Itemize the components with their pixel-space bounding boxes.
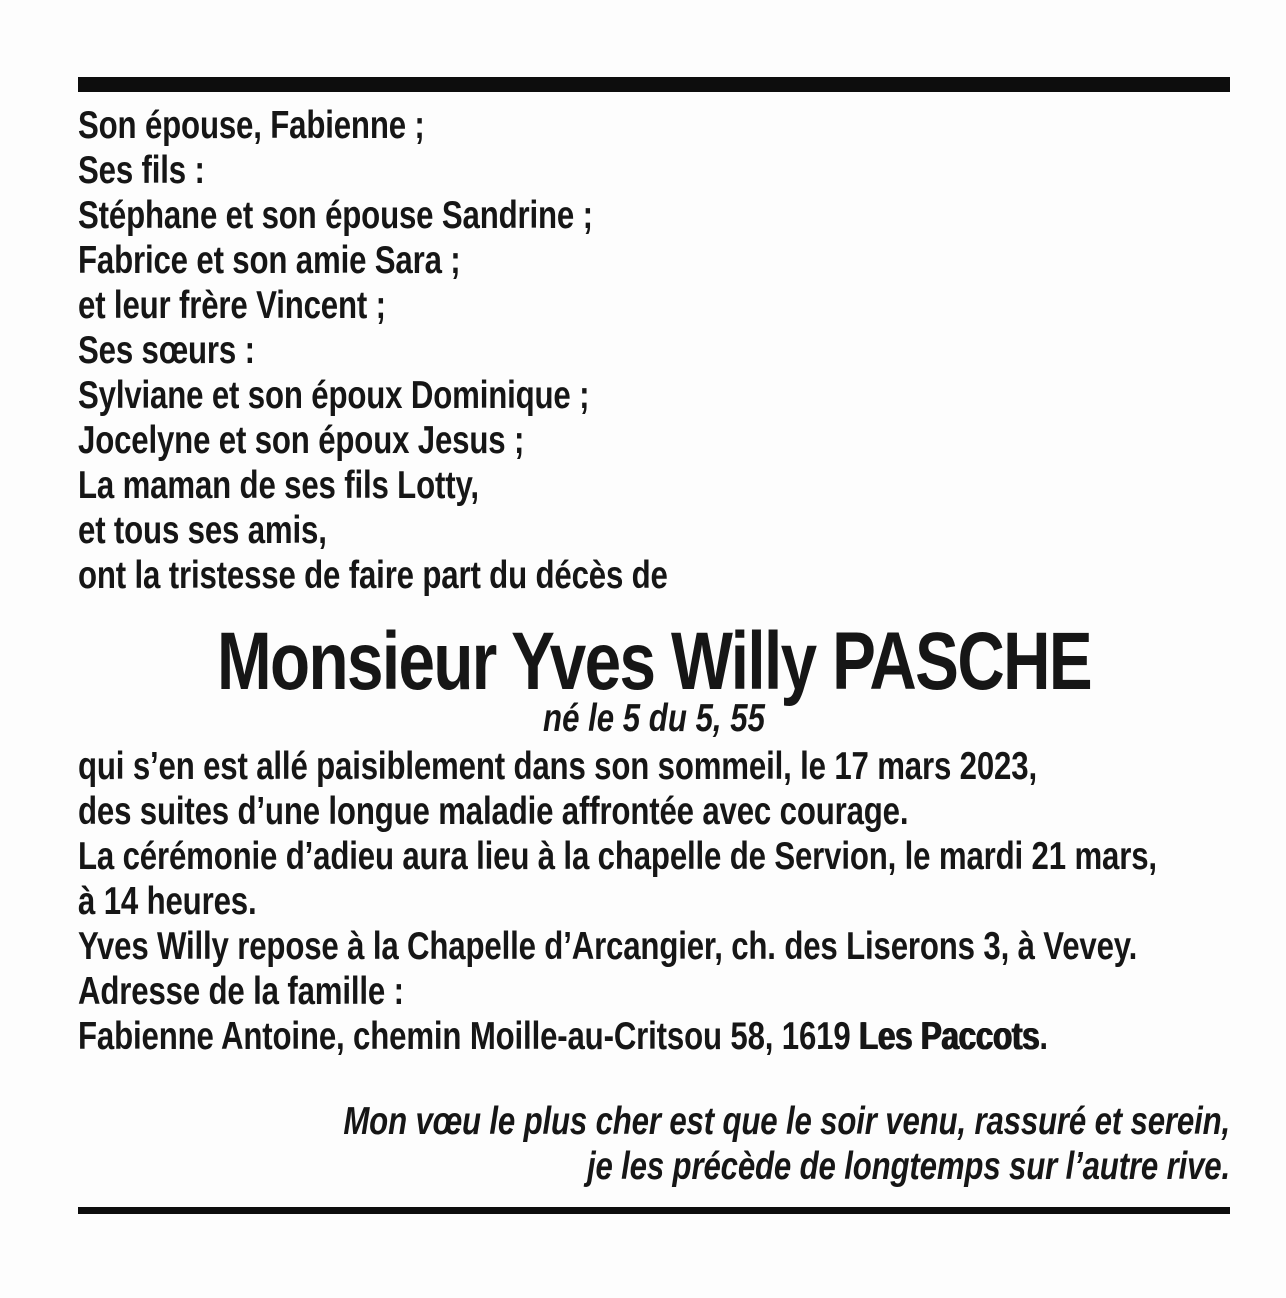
address-prefix: Fabienne Antoine, chemin Moille-au-Critsou 58, 1619 xyxy=(78,1015,860,1058)
family-line: et leur frère Vincent ; xyxy=(78,284,386,327)
family-line: Ses sœurs : xyxy=(78,329,255,372)
top-rule xyxy=(78,77,1230,92)
notice-body-block xyxy=(78,744,1157,1059)
quote-line: Mon vœu le plus cher est que le soir venu, rassuré et serein, xyxy=(343,1100,1230,1143)
family-line: Stéphane et son épouse Sandrine ; xyxy=(78,194,593,237)
quote-line: je les précède de longtemps sur l’autre rive. xyxy=(586,1145,1230,1188)
family-address-line xyxy=(78,1014,1157,1059)
notice-content xyxy=(78,0,1230,1298)
body-line: Adresse de la famille : xyxy=(78,970,404,1013)
family-line: et tous ses amis, xyxy=(78,509,327,552)
deceased-name-title: Monsieur Yves Willy PASCHE xyxy=(216,616,1092,707)
family-line: ont la tristesse de faire part du décès de xyxy=(78,554,668,597)
family-line: Jocelyne et son époux Jesus ; xyxy=(78,419,525,462)
family-line: Fabrice et son amie Sara ; xyxy=(78,239,461,282)
body-line: Yves Willy repose à la Chapelle d’Arcangier, ch. des Liserons 3, à Vevey. xyxy=(78,925,1138,968)
family-line: La maman de ses fils Lotty, xyxy=(78,464,479,507)
address-locality-bold: Les Paccots xyxy=(859,1015,1040,1058)
body-line: des suites d’une longue maladie affrontée avec courage. xyxy=(78,790,909,833)
family-line: Ses fils : xyxy=(78,149,205,192)
bottom-rule xyxy=(78,1207,1230,1214)
farewell-quote-block xyxy=(78,1099,1230,1189)
family-line: Son épouse, Fabienne ; xyxy=(78,104,425,147)
address-suffix: . xyxy=(1039,1015,1048,1058)
body-line: à 14 heures. xyxy=(78,880,257,923)
family-line: Sylviane et son époux Dominique ; xyxy=(78,374,590,417)
family-intro-block xyxy=(78,103,668,598)
body-line: qui s’en est allé paisiblement dans son sommeil, le 17 mars 2023, xyxy=(78,745,1037,788)
birth-date-line: né le 5 du 5, 55 xyxy=(543,697,765,740)
body-line: La cérémonie d’adieu aura lieu à la chapelle de Servion, le mardi 21 mars, xyxy=(78,835,1157,878)
